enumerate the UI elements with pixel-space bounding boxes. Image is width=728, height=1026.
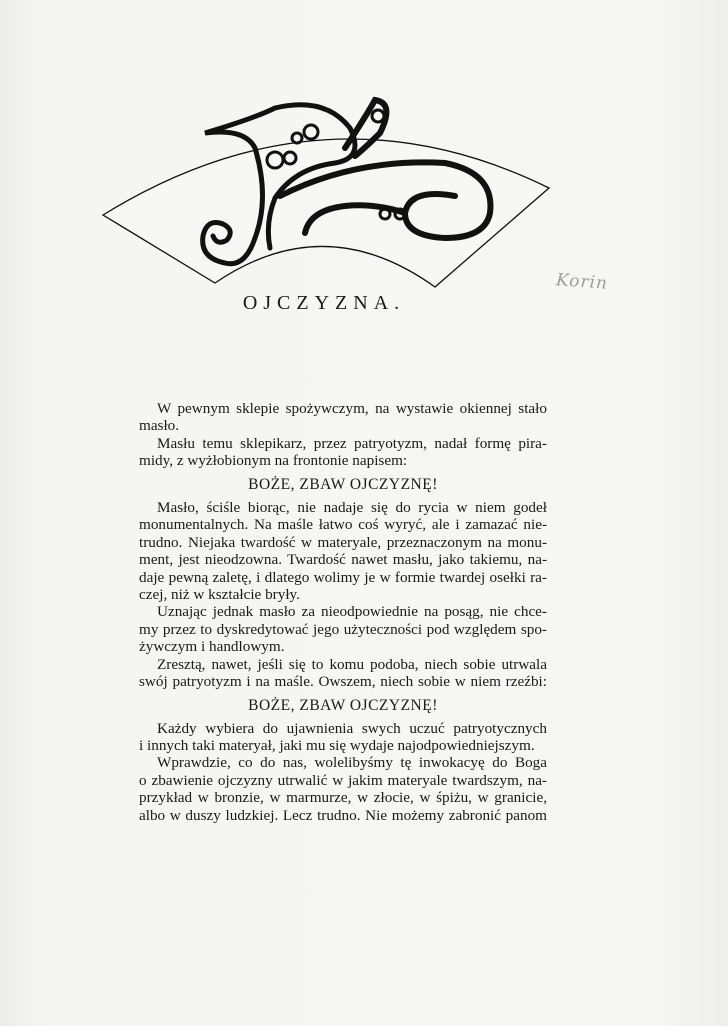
text-line: Masło, ściśle biorąc, nie nadaje się do rycia w niem godeł <box>157 498 547 516</box>
text-line: daje pewną zaletę, i dlatego wolimy je w formie twardej osełki ra- <box>139 568 547 586</box>
text-line: o zbawienie ojczyzny utrwalić w jakim materyale twardszym, na- <box>139 771 547 789</box>
text-line: Zresztą, nawet, jeśli się to komu podoba, niech sobie utrwala <box>157 655 547 673</box>
fan-ornament-illustration <box>95 88 565 298</box>
text-line: żywczym i handlowym. <box>139 638 285 656</box>
body-text <box>139 400 547 824</box>
pencil-margin-note: Korin <box>555 270 609 294</box>
text-line: ment, jest nieodzowna. Twardość nawet masłu, jako takiemu, na- <box>139 551 547 569</box>
text-line: my przez to dyskredytować jego użyteczności pod względem spo- <box>139 620 547 638</box>
text-line: swój patryotyzm i na maśle. Owszem, niech sobie w niem rzeźbi: <box>139 673 547 691</box>
text-line: midy, z wyżłobionym na frontonie napisem: <box>139 452 408 470</box>
text-line: czej, niż w kształcie bryły. <box>139 585 300 603</box>
text-line: albo w duszy ludzkiej. Lecz trudno. Nie możemy zabronić panom <box>139 806 547 824</box>
text-line: i innych taki materyał, jaki mu się wydaje najodpowiedniejszym. <box>139 737 535 754</box>
text-line: Każdy wybiera do ujawnienia swych uczuć patryotycznych <box>157 719 547 737</box>
inscription-heading: BOŻE, ZBAW OJCZYZNĘ! <box>248 696 438 714</box>
chapter-title: OJCZYZNA. <box>242 292 406 314</box>
text-line: trudno. Niejaka twardość w materyale, przeznaczonym na monu- <box>139 533 547 551</box>
text-line: Masłu temu sklepikarz, przez patryotyzm, nadał formę pira- <box>157 434 547 452</box>
text-line: Uznając jednak masło za nieodpowiednie na posąg, nie chce- <box>157 603 547 621</box>
text-line: W pewnym sklepie spożywczym, na wystawie okiennej stało <box>157 400 547 417</box>
text-line: monumentalnych. Na maśle łatwo coś wyryć, ale i zamazać nie- <box>139 516 547 534</box>
inscription-heading: BOŻE, ZBAW OJCZYZNĘ! <box>248 475 438 493</box>
text-line: przykład w bronzie, w marmurze, w złocie, w śpiżu, w granicie, <box>139 789 547 807</box>
text-line: masło. <box>139 417 180 435</box>
text-line: Wprawdzie, co do nas, wolelibyśmy tę inwokacyę do Boga <box>157 754 547 772</box>
